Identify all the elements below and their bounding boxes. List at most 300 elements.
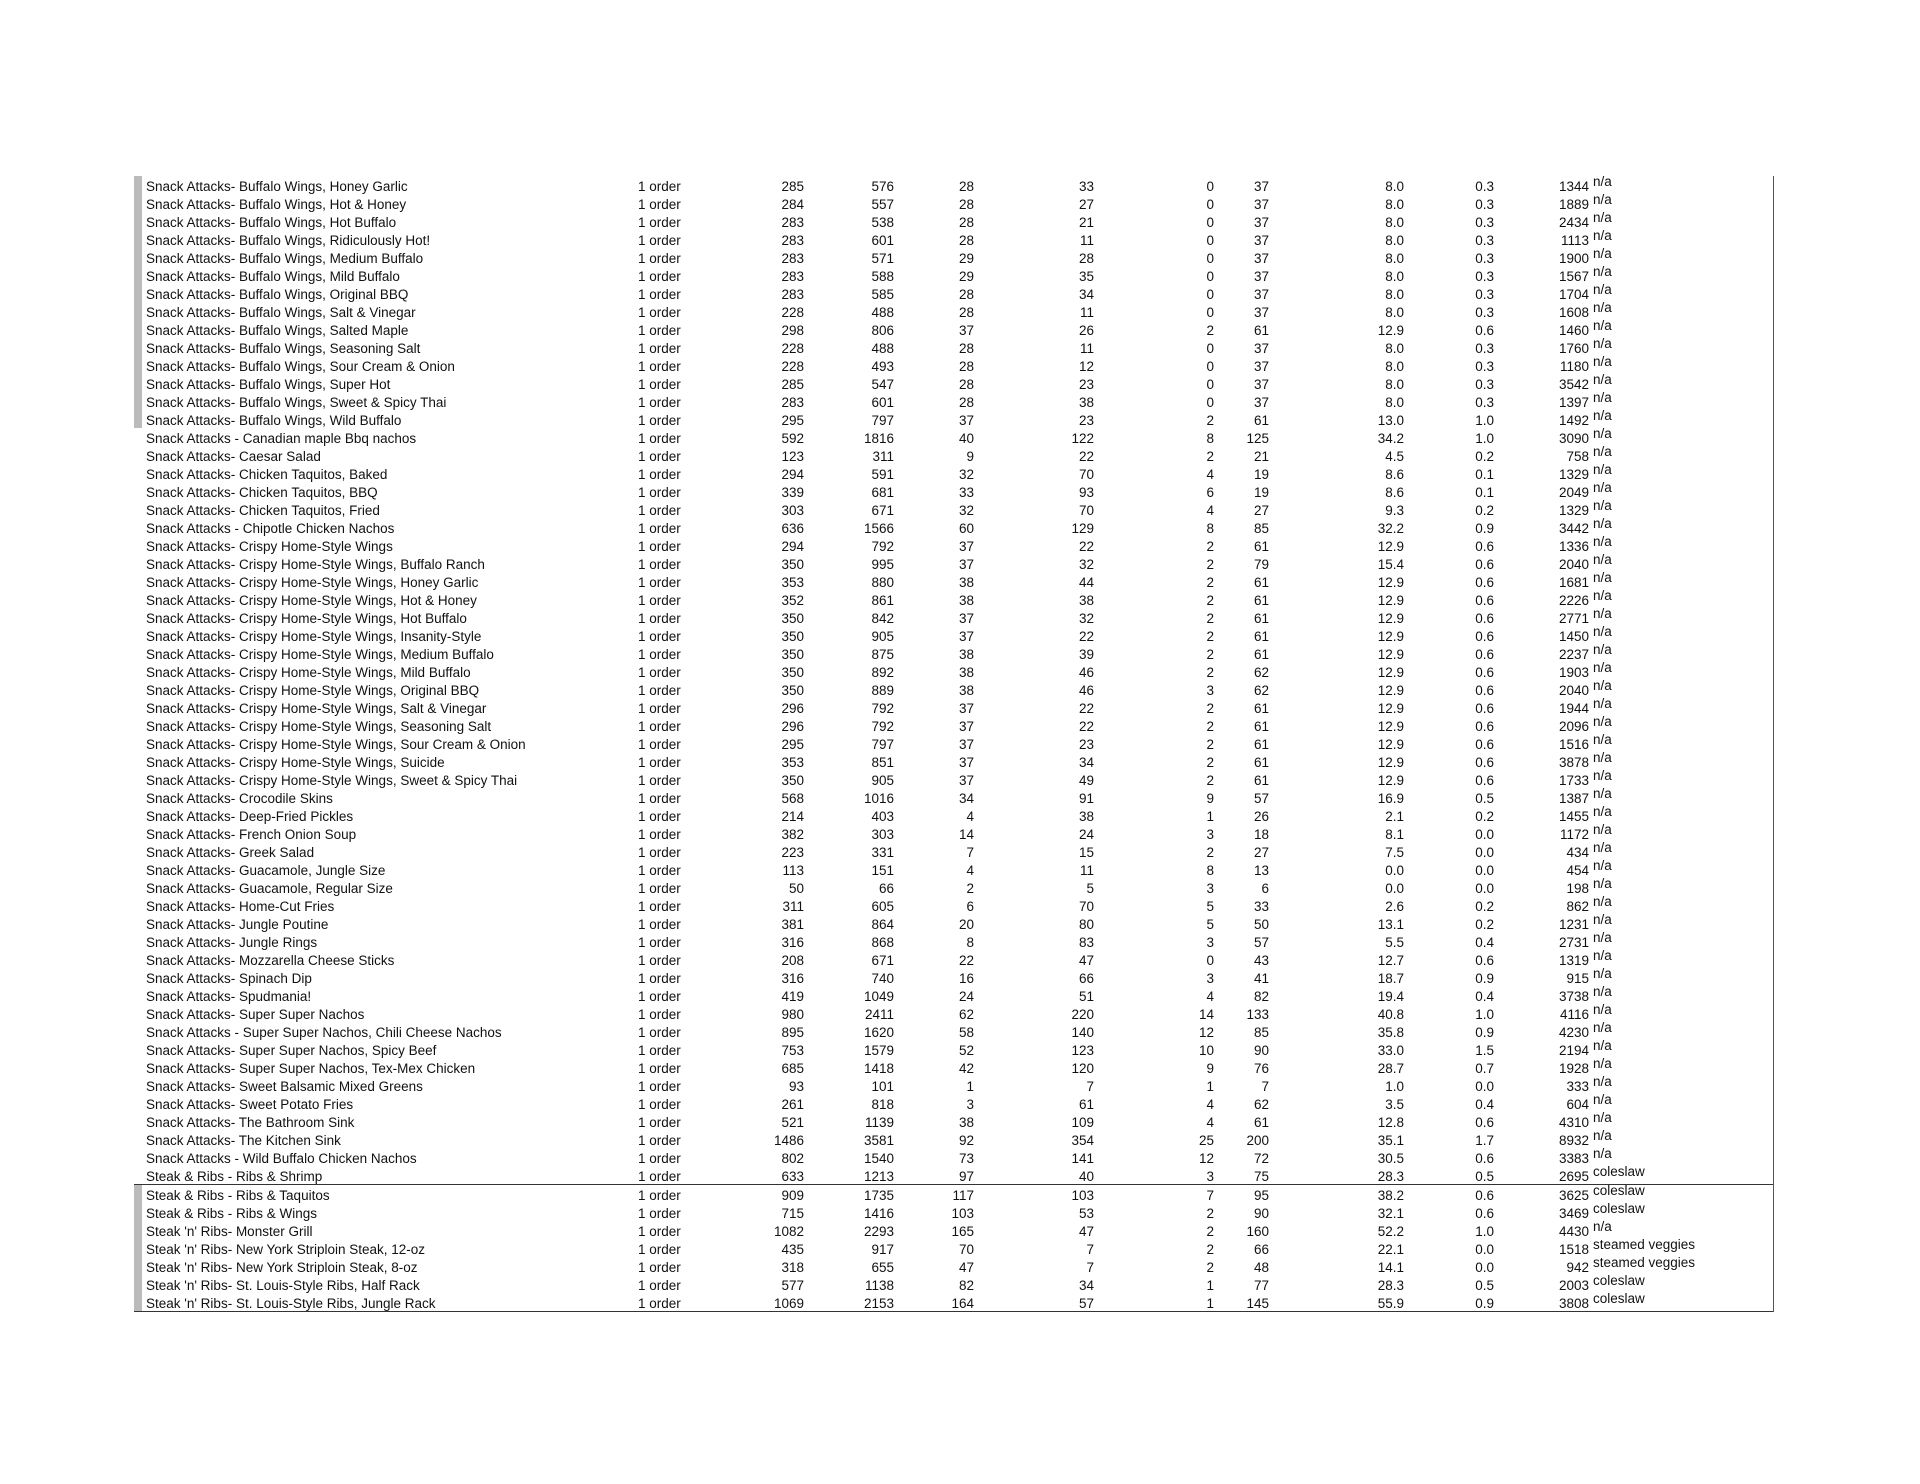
table-row — [134, 338, 1773, 356]
sodium-value: 1329 — [1558, 467, 1589, 482]
row-marker — [134, 320, 142, 338]
cholesterol-value: 23 — [1078, 737, 1094, 752]
sugar-value: 0.0 — [1385, 881, 1404, 896]
cholesterol-value: 140 — [1071, 1025, 1094, 1040]
fibre-value: 1.0 — [1475, 1007, 1494, 1022]
item-name: Snack Attacks- Buffalo Wings, Hot & Honey — [146, 197, 407, 212]
table-row — [134, 860, 1773, 878]
serving-size: 1 order — [638, 737, 681, 752]
fibre-value: 0.2 — [1475, 917, 1494, 932]
fat-value: 588 — [871, 269, 894, 284]
fibre-value: 0.3 — [1475, 395, 1494, 410]
carbs-value: 61 — [1253, 701, 1269, 716]
saturated-fat-value: 38 — [958, 1115, 974, 1130]
carbs-value: 13 — [1253, 863, 1269, 878]
fibre-value: 0.6 — [1475, 539, 1494, 554]
cholesterol-value: 46 — [1078, 665, 1094, 680]
fibre-value: 0.4 — [1475, 989, 1494, 1004]
calories-value: 113 — [782, 863, 804, 878]
carbs-value: 95 — [1253, 1188, 1269, 1203]
sodium-value: 3808 — [1558, 1296, 1589, 1311]
sodium-value: 3878 — [1558, 755, 1589, 770]
saturated-fat-value: 16 — [958, 971, 974, 986]
sodium-value: 604 — [1566, 1097, 1589, 1112]
fat-value: 151 — [871, 863, 894, 878]
trans-fat-value: 3 — [1206, 935, 1214, 950]
carbs-value: 61 — [1253, 737, 1269, 752]
carbs-value: 37 — [1253, 395, 1269, 410]
fat-value: 1418 — [863, 1061, 894, 1076]
sodium-value: 2049 — [1558, 485, 1589, 500]
serving-size: 1 order — [638, 809, 681, 824]
fibre-value: 0.9 — [1475, 521, 1494, 536]
side-dish: n/a — [1593, 1056, 1612, 1071]
table-row — [134, 1148, 1773, 1166]
item-name: Snack Attacks- Buffalo Wings, Mild Buffalo — [146, 269, 400, 284]
serving-size: 1 order — [638, 485, 681, 500]
table-row — [134, 1185, 1773, 1203]
fibre-value: 0.6 — [1475, 323, 1494, 338]
cholesterol-value: 34 — [1078, 1278, 1094, 1293]
table-row — [134, 698, 1773, 716]
sodium-value: 3542 — [1558, 377, 1589, 392]
item-name: Snack Attacks- French Onion Soup — [146, 827, 357, 842]
sodium-value: 2040 — [1558, 683, 1589, 698]
saturated-fat-value: 117 — [952, 1188, 974, 1203]
calories-value: 352 — [781, 593, 804, 608]
saturated-fat-value: 164 — [951, 1296, 974, 1311]
sugar-value: 18.7 — [1377, 971, 1404, 986]
carbs-value: 6 — [1261, 881, 1269, 896]
fat-value: 868 — [871, 935, 894, 950]
serving-size: 1 order — [638, 917, 681, 932]
serving-size: 1 order — [638, 359, 681, 374]
table-row — [134, 662, 1773, 680]
trans-fat-value: 0 — [1206, 377, 1214, 392]
sugar-value: 22.1 — [1377, 1242, 1404, 1257]
table-row — [134, 176, 1773, 194]
sodium-value: 3442 — [1558, 521, 1589, 536]
sugar-value: 12.7 — [1377, 953, 1404, 968]
fibre-value: 0.6 — [1475, 1115, 1494, 1130]
item-name: Snack Attacks- Crocodile Skins — [146, 791, 333, 806]
serving-size: 1 order — [638, 287, 681, 302]
saturated-fat-value: 28 — [958, 233, 974, 248]
row-marker — [134, 266, 142, 284]
fat-value: 1138 — [864, 1278, 894, 1293]
row-marker — [134, 302, 142, 320]
fibre-value: 0.4 — [1475, 1097, 1494, 1112]
trans-fat-value: 2 — [1206, 449, 1214, 464]
carbs-value: 37 — [1253, 341, 1269, 356]
carbs-value: 61 — [1253, 719, 1269, 734]
sodium-value: 1113 — [1560, 233, 1589, 248]
sugar-value: 55.9 — [1377, 1296, 1404, 1311]
calories-value: 214 — [781, 809, 804, 824]
calories-value: 350 — [781, 557, 804, 572]
calories-value: 802 — [781, 1151, 804, 1166]
fat-value: 311 — [872, 449, 894, 464]
serving-size: 1 order — [638, 935, 681, 950]
calories-value: 228 — [781, 305, 804, 320]
saturated-fat-value: 38 — [958, 683, 974, 698]
table-row — [134, 1257, 1773, 1275]
table-row — [134, 806, 1773, 824]
row-marker — [134, 1203, 142, 1221]
carbs-value: 37 — [1253, 359, 1269, 374]
side-dish: n/a — [1593, 246, 1612, 261]
fibre-value: 0.0 — [1475, 1242, 1494, 1257]
calories-value: 636 — [781, 521, 804, 536]
item-name: Snack Attacks- Super Super Nachos, Spicy Beef — [146, 1043, 437, 1058]
trans-fat-value: 0 — [1206, 953, 1214, 968]
fat-value: 917 — [871, 1242, 894, 1257]
fat-value: 818 — [871, 1097, 894, 1112]
nutrition-table — [134, 176, 1774, 1312]
side-dish: n/a — [1593, 714, 1612, 729]
serving-size: 1 order — [638, 215, 681, 230]
carbs-value: 133 — [1246, 1007, 1269, 1022]
row-marker — [134, 392, 142, 410]
sodium-value: 198 — [1566, 881, 1589, 896]
table-row — [134, 1040, 1773, 1058]
saturated-fat-value: 37 — [958, 701, 974, 716]
fat-value: 2293 — [863, 1224, 894, 1239]
cholesterol-value: 51 — [1078, 989, 1094, 1004]
fat-value: 875 — [871, 647, 894, 662]
item-name: Snack Attacks- Crispy Home-Style Wings, Honey Garlic — [146, 575, 479, 590]
carbs-value: 90 — [1253, 1206, 1269, 1221]
serving-size: 1 order — [638, 971, 681, 986]
row-marker — [134, 1275, 142, 1293]
cholesterol-value: 11 — [1079, 305, 1094, 320]
saturated-fat-value: 32 — [958, 503, 974, 518]
side-dish: n/a — [1593, 426, 1612, 441]
calories-value: 283 — [781, 251, 804, 266]
sugar-value: 8.0 — [1385, 341, 1404, 356]
fibre-value: 0.2 — [1475, 449, 1494, 464]
sugar-value: 28.7 — [1377, 1061, 1404, 1076]
cholesterol-value: 38 — [1078, 395, 1094, 410]
table-row — [134, 266, 1773, 284]
serving-size: 1 order — [638, 881, 681, 896]
serving-size: 1 order — [638, 1296, 681, 1311]
table-row — [134, 1221, 1773, 1239]
fibre-value: 0.3 — [1475, 341, 1494, 356]
carbs-value: 43 — [1253, 953, 1269, 968]
table-row — [134, 770, 1773, 788]
table-row — [134, 932, 1773, 950]
saturated-fat-value: 22 — [958, 953, 974, 968]
saturated-fat-value: 28 — [958, 179, 974, 194]
fat-value: 488 — [871, 341, 894, 356]
sodium-value: 758 — [1566, 449, 1589, 464]
sodium-value: 1567 — [1558, 269, 1589, 284]
calories-value: 419 — [781, 989, 804, 1004]
carbs-value: 57 — [1253, 791, 1269, 806]
sugar-value: 12.9 — [1377, 593, 1404, 608]
calories-value: 435 — [781, 1242, 804, 1257]
serving-size: 1 order — [638, 1097, 681, 1112]
carbs-value: 21 — [1253, 449, 1269, 464]
table-row — [134, 608, 1773, 626]
calories-value: 1486 — [773, 1133, 804, 1148]
serving-size: 1 order — [638, 989, 681, 1004]
fat-value: 605 — [871, 899, 894, 914]
trans-fat-value: 1 — [1206, 1278, 1214, 1293]
calories-value: 715 — [781, 1206, 804, 1221]
item-name: Snack Attacks- Crispy Home-Style Wings, Original BBQ — [146, 683, 480, 698]
serving-size: 1 order — [638, 179, 681, 194]
calories-value: 592 — [781, 431, 804, 446]
trans-fat-value: 5 — [1206, 917, 1214, 932]
item-name: Snack Attacks- Sweet Balsamic Mixed Greens — [146, 1079, 423, 1094]
cholesterol-value: 93 — [1078, 485, 1094, 500]
side-dish: n/a — [1593, 1020, 1612, 1035]
trans-fat-value: 8 — [1206, 431, 1214, 446]
carbs-value: 125 — [1246, 431, 1269, 446]
sodium-value: 1172 — [1559, 827, 1589, 842]
item-name: Snack Attacks- Buffalo Wings, Medium Buffalo — [146, 251, 424, 266]
item-name: Snack Attacks - Canadian maple Bbq nachos — [146, 431, 417, 446]
cholesterol-value: 66 — [1078, 971, 1094, 986]
table-row — [134, 356, 1773, 374]
carbs-value: 57 — [1253, 935, 1269, 950]
fat-value: 1620 — [863, 1025, 894, 1040]
fibre-value: 0.0 — [1475, 881, 1494, 896]
fibre-value: 0.6 — [1475, 773, 1494, 788]
cholesterol-value: 22 — [1078, 719, 1094, 734]
fat-value: 2153 — [863, 1296, 894, 1311]
side-dish: n/a — [1593, 786, 1612, 801]
cholesterol-value: 61 — [1078, 1097, 1094, 1112]
sugar-value: 19.4 — [1377, 989, 1404, 1004]
serving-size: 1 order — [638, 503, 681, 518]
sodium-value: 2096 — [1558, 719, 1589, 734]
calories-value: 350 — [781, 611, 804, 626]
serving-size: 1 order — [638, 665, 681, 680]
item-name: Snack Attacks- Crispy Home-Style Wings, Sour Cream & Onion — [146, 737, 526, 752]
cholesterol-value: 83 — [1078, 935, 1094, 950]
serving-size: 1 order — [638, 953, 681, 968]
calories-value: 350 — [781, 683, 804, 698]
cholesterol-value: 23 — [1078, 413, 1094, 428]
table-row — [134, 842, 1773, 860]
side-dish: n/a — [1593, 354, 1612, 369]
trans-fat-value: 2 — [1206, 737, 1214, 752]
fibre-value: 0.6 — [1475, 647, 1494, 662]
item-name: Steak & Ribs - Ribs & Wings — [146, 1206, 318, 1221]
serving-size: 1 order — [638, 701, 681, 716]
serving-size: 1 order — [638, 1224, 681, 1239]
fibre-value: 1.0 — [1475, 413, 1494, 428]
side-dish: coleslaw — [1593, 1201, 1645, 1216]
trans-fat-value: 2 — [1206, 593, 1214, 608]
saturated-fat-value: 165 — [951, 1224, 974, 1239]
carbs-value: 90 — [1253, 1043, 1269, 1058]
sugar-value: 52.2 — [1377, 1224, 1404, 1239]
trans-fat-value: 2 — [1206, 323, 1214, 338]
cholesterol-value: 32 — [1078, 611, 1094, 626]
cholesterol-value: 220 — [1071, 1007, 1094, 1022]
table-row — [134, 1130, 1773, 1148]
saturated-fat-value: 37 — [958, 755, 974, 770]
side-dish: n/a — [1593, 192, 1612, 207]
fat-value: 331 — [871, 845, 894, 860]
fibre-value: 0.0 — [1475, 845, 1494, 860]
cholesterol-value: 27 — [1078, 197, 1094, 212]
item-name: Snack Attacks- Crispy Home-Style Wings — [146, 539, 393, 554]
serving-size: 1 order — [638, 431, 681, 446]
trans-fat-value: 2 — [1206, 1206, 1214, 1221]
saturated-fat-value: 28 — [958, 287, 974, 302]
serving-size: 1 order — [638, 449, 681, 464]
item-name: Snack Attacks- Buffalo Wings, Hot Buffalo — [146, 215, 397, 230]
item-name: Snack Attacks- Caesar Salad — [146, 449, 321, 464]
trans-fat-value: 4 — [1206, 989, 1214, 1004]
cholesterol-value: 103 — [1071, 1188, 1094, 1203]
side-dish: n/a — [1593, 282, 1612, 297]
side-dish: n/a — [1593, 444, 1612, 459]
calories-value: 298 — [781, 323, 804, 338]
calories-value: 350 — [781, 773, 804, 788]
calories-value: 350 — [781, 629, 804, 644]
calories-value: 909 — [781, 1188, 804, 1203]
item-name: Snack Attacks- Chicken Taquitos, BBQ — [146, 485, 378, 500]
side-dish: n/a — [1593, 696, 1612, 711]
fibre-value: 0.3 — [1475, 269, 1494, 284]
carbs-value: 37 — [1253, 233, 1269, 248]
item-name: Snack Attacks- Buffalo Wings, Sour Cream & Onion — [146, 359, 455, 374]
fibre-value: 0.6 — [1475, 701, 1494, 716]
item-name: Snack Attacks- Crispy Home-Style Wings, Hot Buffalo — [146, 611, 467, 626]
serving-size: 1 order — [638, 863, 681, 878]
sugar-value: 30.5 — [1377, 1151, 1404, 1166]
trans-fat-value: 6 — [1206, 485, 1214, 500]
sugar-value: 13.1 — [1377, 917, 1404, 932]
sugar-value: 34.2 — [1377, 431, 1404, 446]
carbs-value: 145 — [1246, 1296, 1269, 1311]
serving-size: 1 order — [638, 1151, 681, 1166]
item-name: Snack Attacks- Chicken Taquitos, Fried — [146, 503, 380, 518]
cholesterol-value: 123 — [1071, 1043, 1094, 1058]
saturated-fat-value: 38 — [958, 665, 974, 680]
serving-size: 1 order — [638, 323, 681, 338]
sodium-value: 1319 — [1558, 953, 1589, 968]
sodium-value: 1889 — [1558, 197, 1589, 212]
sugar-value: 33.0 — [1377, 1043, 1404, 1058]
saturated-fat-value: 32 — [958, 467, 974, 482]
sodium-value: 1760 — [1558, 341, 1589, 356]
side-dish: n/a — [1593, 660, 1612, 675]
side-dish: n/a — [1593, 408, 1612, 423]
calories-value: 350 — [781, 647, 804, 662]
serving-size: 1 order — [638, 1169, 681, 1184]
fat-value: 1139 — [864, 1115, 894, 1130]
fat-value: 851 — [871, 755, 894, 770]
side-dish: n/a — [1593, 210, 1612, 225]
carbs-value: 50 — [1253, 917, 1269, 932]
calories-value: 753 — [781, 1043, 804, 1058]
carbs-value: 61 — [1253, 593, 1269, 608]
table-row — [134, 1166, 1773, 1185]
calories-value: 685 — [781, 1061, 804, 1076]
table-row — [134, 482, 1773, 500]
fat-value: 1735 — [863, 1188, 894, 1203]
sodium-value: 4230 — [1558, 1025, 1589, 1040]
saturated-fat-value: 47 — [958, 1260, 974, 1275]
saturated-fat-value: 29 — [958, 269, 974, 284]
side-dish: n/a — [1593, 1038, 1612, 1053]
trans-fat-value: 2 — [1206, 665, 1214, 680]
carbs-value: 41 — [1253, 971, 1269, 986]
side-dish: n/a — [1593, 606, 1612, 621]
fibre-value: 0.6 — [1475, 665, 1494, 680]
serving-size: 1 order — [638, 305, 681, 320]
side-dish: n/a — [1593, 570, 1612, 585]
side-dish: n/a — [1593, 390, 1612, 405]
cholesterol-value: 33 — [1078, 179, 1094, 194]
trans-fat-value: 0 — [1206, 359, 1214, 374]
sugar-value: 8.6 — [1385, 485, 1404, 500]
trans-fat-value: 2 — [1206, 1242, 1214, 1257]
side-dish: n/a — [1593, 552, 1612, 567]
fat-value: 1416 — [863, 1206, 894, 1221]
sodium-value: 4430 — [1558, 1224, 1589, 1239]
trans-fat-value: 10 — [1198, 1043, 1214, 1058]
sodium-value: 434 — [1566, 845, 1589, 860]
carbs-value: 76 — [1253, 1061, 1269, 1076]
trans-fat-value: 9 — [1206, 1061, 1214, 1076]
item-name: Snack Attacks- Deep-Fried Pickles — [146, 809, 354, 824]
trans-fat-value: 2 — [1206, 647, 1214, 662]
side-dish: n/a — [1593, 750, 1612, 765]
trans-fat-value: 2 — [1206, 575, 1214, 590]
saturated-fat-value: 28 — [958, 197, 974, 212]
carbs-value: 37 — [1253, 179, 1269, 194]
trans-fat-value: 1 — [1206, 1296, 1214, 1311]
cholesterol-value: 70 — [1078, 899, 1094, 914]
item-name: Snack Attacks- The Bathroom Sink — [146, 1115, 355, 1130]
sugar-value: 12.9 — [1377, 611, 1404, 626]
sugar-value: 8.0 — [1385, 305, 1404, 320]
table-row — [134, 1058, 1773, 1076]
table-row — [134, 896, 1773, 914]
carbs-value: 7 — [1261, 1079, 1269, 1094]
serving-size: 1 order — [638, 557, 681, 572]
sodium-value: 1336 — [1558, 539, 1589, 554]
fibre-value: 0.4 — [1475, 935, 1494, 950]
sugar-value: 38.2 — [1377, 1188, 1404, 1203]
saturated-fat-value: 40 — [958, 431, 974, 446]
carbs-value: 66 — [1253, 1242, 1269, 1257]
calories-value: 568 — [781, 791, 804, 806]
side-dish: n/a — [1593, 966, 1612, 981]
row-marker — [134, 1185, 142, 1203]
sodium-value: 1492 — [1558, 413, 1589, 428]
fat-value: 547 — [871, 377, 894, 392]
carbs-value: 79 — [1253, 557, 1269, 572]
serving-size: 1 order — [638, 377, 681, 392]
calories-value: 283 — [781, 287, 804, 302]
carbs-value: 77 — [1253, 1278, 1269, 1293]
saturated-fat-value: 28 — [958, 215, 974, 230]
serving-size: 1 order — [638, 1079, 681, 1094]
cholesterol-value: 39 — [1078, 647, 1094, 662]
sugar-value: 8.0 — [1385, 287, 1404, 302]
item-name: Snack Attacks- Buffalo Wings, Seasoning Salt — [146, 341, 421, 356]
fibre-value: 0.5 — [1475, 1278, 1494, 1293]
